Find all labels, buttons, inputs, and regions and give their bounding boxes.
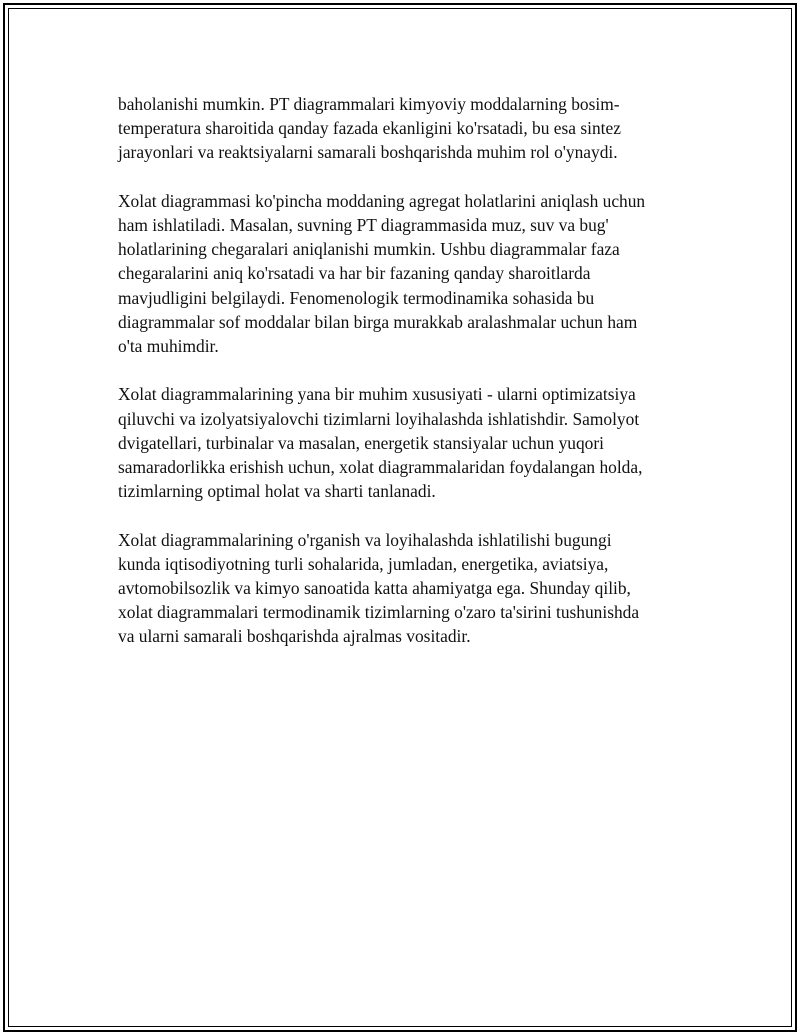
text-line: Xolat diagrammalarining o'rganish va loyihalashda ishlatilishi bugungi xyxy=(118,529,612,550)
text-line: dvigatellari, turbinalar va masalan, energetik stansiyalar uchun yuqori xyxy=(118,432,604,453)
paragraph-3 xyxy=(118,382,688,503)
text-line: diagrammalar sof moddalar bilan birga murakkab aralashmalar uchun ham xyxy=(118,311,638,332)
text-line: samaradorlikka erishish uchun, xolat diagrammalaridan foydalangan holda, xyxy=(118,457,643,478)
text-line: tizimlarning optimal holat va sharti tanlanadi. xyxy=(118,481,436,502)
text-line: mavjudligini belgilaydi. Fenomenologik termodinamika sohasida bu xyxy=(118,287,595,308)
document-body xyxy=(118,92,688,673)
text-line: chegaralarini aniq ko'rsatadi va har bir fazaning qanday sharoitlarda xyxy=(118,263,591,284)
paragraph-4 xyxy=(118,528,688,649)
text-line: jarayonlari va reaktsiyalarni samarali boshqarishda muhim rol o'ynaydi. xyxy=(118,142,618,163)
text-line: baholanishi mumkin. PT diagrammalari kimyoviy moddalarning bosim- xyxy=(118,94,620,114)
text-line: Xolat diagrammasi ko'pincha moddaning agregat holatlarini aniqlash uchun xyxy=(118,190,646,211)
text-line: qiluvchi va izolyatsiyalovchi tizimlarni loyihalashda ishlatishdir. Samolyot xyxy=(118,408,640,429)
text-line: va ularni samarali boshqarishda ajralmas vositadir. xyxy=(118,626,471,647)
text-line: temperatura sharoitida qanday fazada ekanligini ko'rsatadi, bu esa sintez xyxy=(118,118,621,139)
paragraph-2 xyxy=(118,189,688,358)
text-line: avtomobilsozlik va kimyo sanoatida katta ahamiyatga ega. Shunday qilib, xyxy=(118,578,631,599)
paragraph-1 xyxy=(118,92,688,165)
text-line: o'ta muhimdir. xyxy=(118,336,219,357)
text-line: kunda iqtisodiyotning turli sohalarida, jumladan, energetika, aviatsiya, xyxy=(118,553,609,574)
text-line: Xolat diagrammalarining yana bir muhim xususiyati - ularni optimizatsiya xyxy=(118,384,636,405)
text-line: ham ishlatiladi. Masalan, suvning PT diagrammasida muz, suv va bug' xyxy=(118,215,609,235)
text-line: xolat diagrammalari termodinamik tizimlarning o'zaro ta'sirini tushunishda xyxy=(118,602,640,623)
text-line: holatlarining chegaralari aniqlanishi mumkin. Ushbu diagrammalar faza xyxy=(118,239,620,260)
